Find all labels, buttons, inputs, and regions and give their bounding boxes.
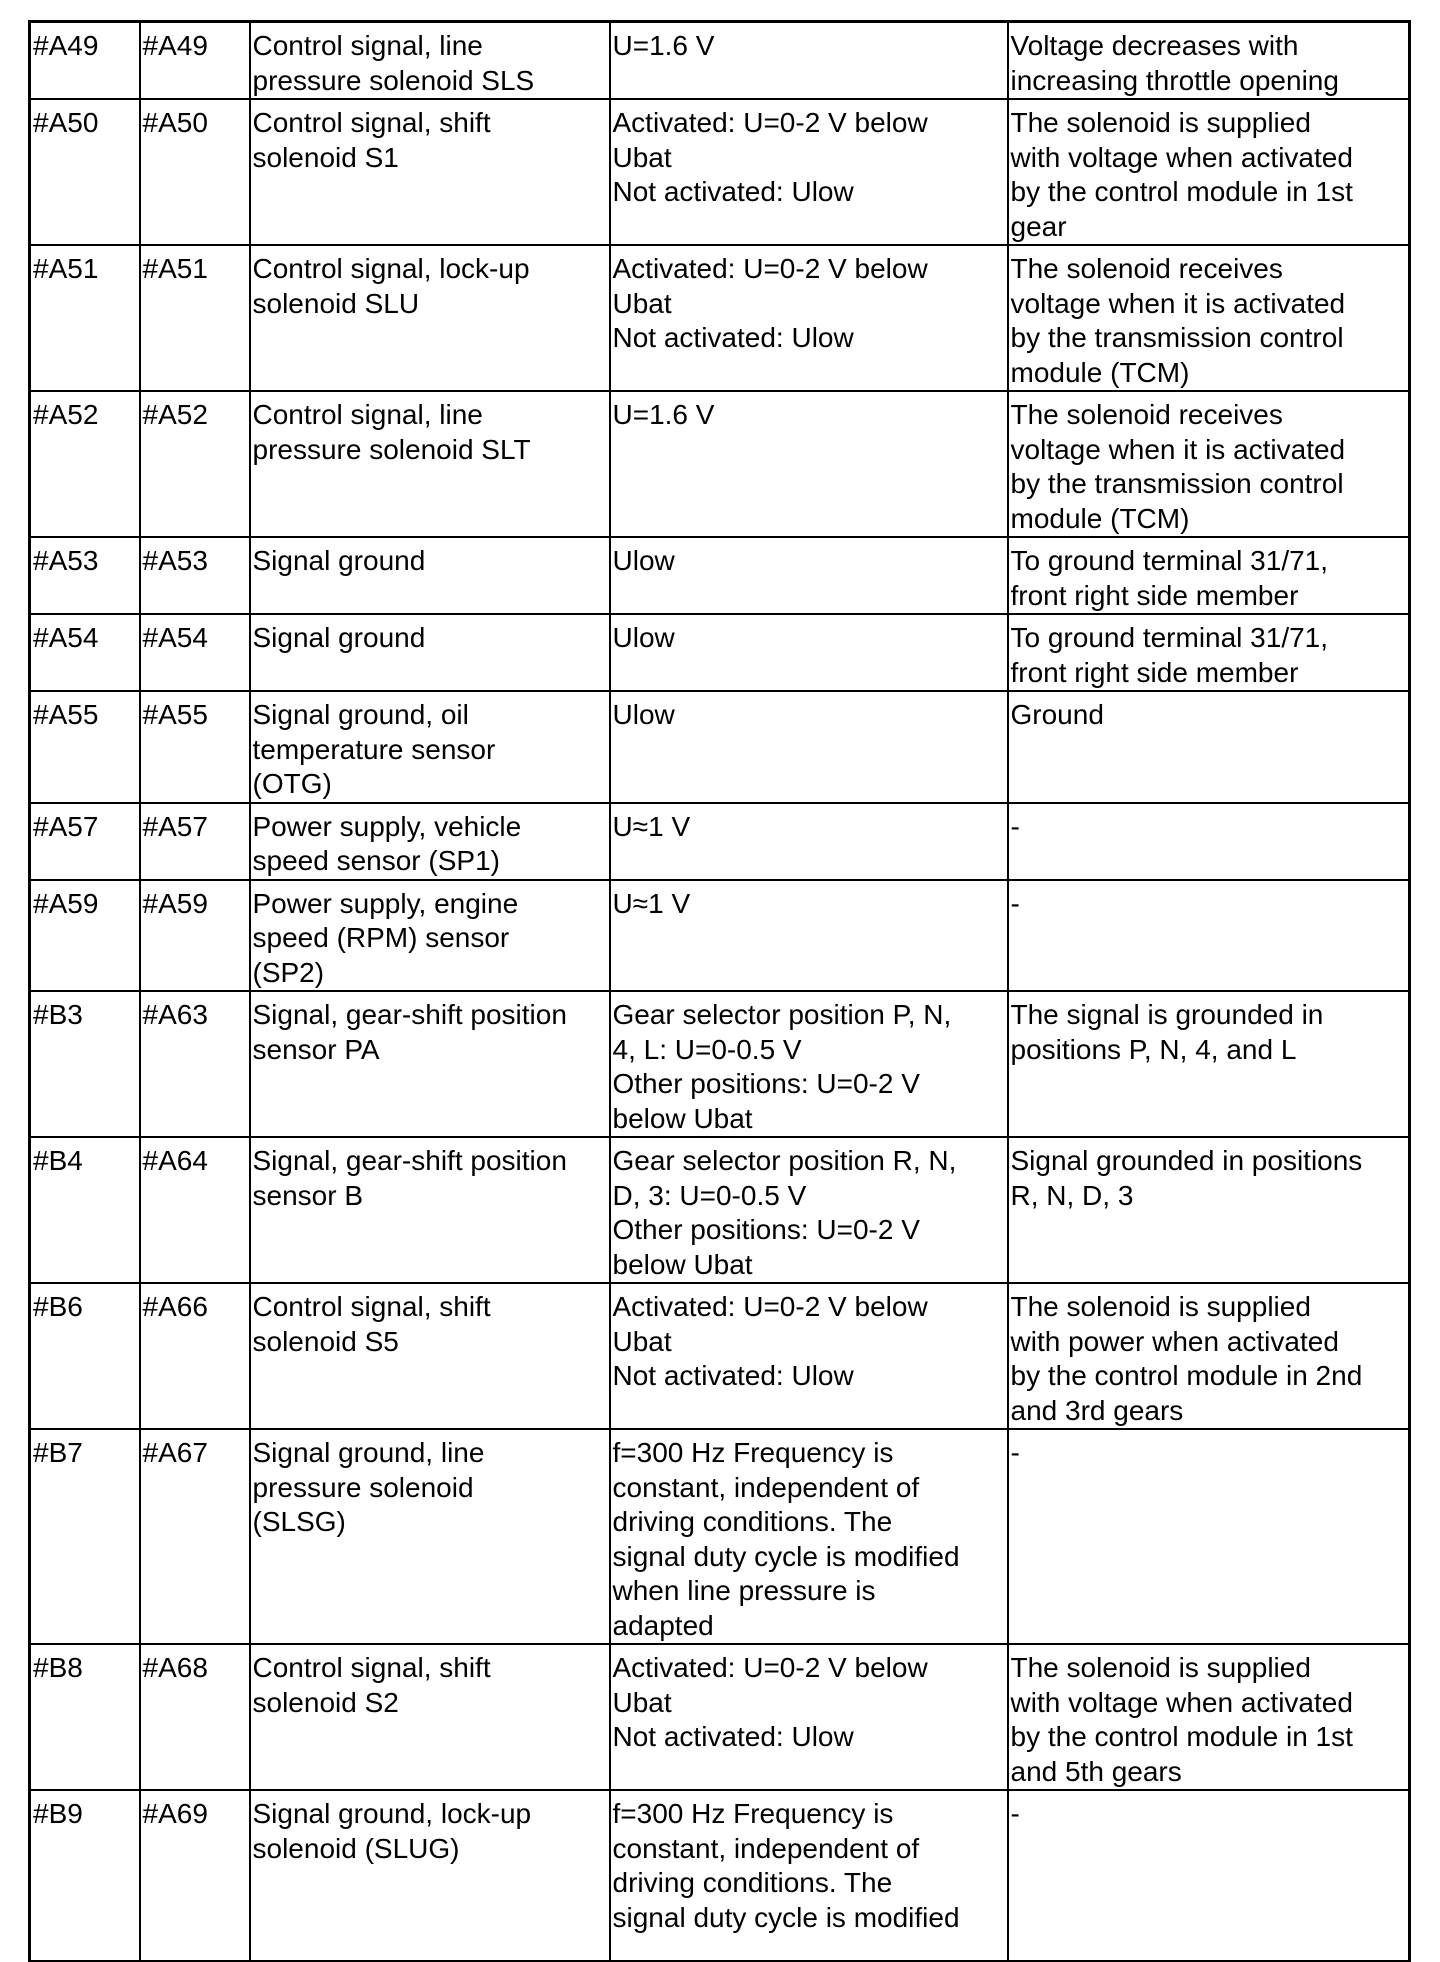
function-cell bbox=[250, 537, 610, 614]
function-line: Signal ground, line bbox=[252, 1437, 485, 1468]
function-line: Signal ground, lock-up bbox=[252, 1798, 532, 1829]
pin-cell bbox=[30, 99, 140, 245]
function-cell bbox=[250, 245, 610, 391]
value-line: Activated: U=0-2 V below bbox=[612, 1291, 928, 1322]
pin-text: #A57 bbox=[33, 810, 99, 842]
ref-cell bbox=[140, 1283, 250, 1429]
value-cell bbox=[610, 391, 1008, 537]
table-row bbox=[30, 22, 1410, 100]
comment-line: positions P, N, 4, and L bbox=[1010, 1033, 1297, 1065]
pin-text: #A53 bbox=[33, 545, 99, 576]
value-line: 4, L: U=0-0.5 V bbox=[612, 1033, 802, 1065]
function-line: Signal ground, oil bbox=[252, 699, 469, 730]
value-cell bbox=[610, 614, 1008, 691]
value-cell bbox=[610, 803, 1008, 880]
value-line: D, 3: U=0-0.5 V bbox=[612, 1179, 807, 1211]
table-row bbox=[30, 1137, 1410, 1283]
comment-line: The signal is grounded in bbox=[1010, 999, 1324, 1030]
table-row bbox=[30, 880, 1410, 992]
comment-line: with power when activated bbox=[1010, 1325, 1339, 1357]
value-line: below Ubat bbox=[612, 1248, 753, 1280]
pin-cell bbox=[30, 1429, 140, 1644]
table-row bbox=[30, 803, 1410, 880]
comment-line: by the control module in 1st bbox=[1010, 176, 1353, 207]
function-line: Signal, gear-shift position bbox=[252, 999, 567, 1030]
pin-text: #A51 bbox=[33, 253, 99, 284]
comment-line: R, N, D, 3 bbox=[1010, 1179, 1134, 1211]
comment-line: with voltage when activated bbox=[1010, 141, 1353, 173]
comment-line: module (TCM) bbox=[1010, 502, 1190, 534]
function-line: sensor B bbox=[252, 1179, 363, 1211]
pin-cell bbox=[30, 691, 140, 803]
ref-cell bbox=[140, 1137, 250, 1283]
function-line: Control signal, line bbox=[252, 399, 483, 430]
comment-line: Voltage decreases with bbox=[1010, 30, 1299, 61]
function-cell bbox=[250, 1137, 610, 1283]
value-line: driving conditions. The bbox=[612, 1506, 893, 1537]
comment-cell bbox=[1008, 391, 1410, 537]
ref-text: #A63 bbox=[142, 999, 208, 1030]
value-line: Not activated: Ulow bbox=[612, 1360, 854, 1391]
pin-text: #A55 bbox=[33, 699, 99, 730]
value-line: Gear selector position R, N, bbox=[612, 1145, 957, 1176]
table-row bbox=[30, 1283, 1410, 1429]
comment-cell bbox=[1008, 1429, 1410, 1644]
pin-text: #B4 bbox=[33, 1145, 83, 1176]
pin-text: #B7 bbox=[33, 1437, 83, 1468]
comment-line: by the transmission control bbox=[1010, 468, 1344, 499]
pin-cell bbox=[30, 1283, 140, 1429]
comment-cell bbox=[1008, 880, 1410, 992]
ref-text: #A69 bbox=[142, 1798, 208, 1829]
pin-cell bbox=[30, 991, 140, 1137]
ref-text: #A57 bbox=[142, 810, 208, 842]
function-line: Control signal, line bbox=[252, 30, 483, 61]
pin-text: #A50 bbox=[33, 107, 99, 138]
value-line: Not activated: Ulow bbox=[612, 1721, 854, 1752]
function-line: Signal, gear-shift position bbox=[252, 1145, 567, 1176]
value-cell bbox=[610, 1283, 1008, 1429]
value-line: Ulow bbox=[612, 622, 675, 653]
pin-text: #A54 bbox=[33, 622, 99, 653]
value-line: Other positions: U=0-2 V bbox=[612, 1068, 920, 1099]
value-line: Not activated: Ulow bbox=[612, 176, 854, 207]
function-line: Control signal, lock-up bbox=[252, 253, 530, 284]
comment-line: increasing throttle opening bbox=[1010, 64, 1339, 96]
function-line: Control signal, shift bbox=[252, 107, 491, 138]
value-line: Ubat bbox=[612, 141, 672, 173]
function-cell bbox=[250, 22, 610, 100]
function-line: Power supply, engine bbox=[252, 887, 519, 919]
value-line: Ulow bbox=[612, 699, 675, 730]
ref-text: #A49 bbox=[142, 30, 208, 61]
value-cell bbox=[610, 1137, 1008, 1283]
ref-text: #A52 bbox=[142, 399, 208, 430]
comment-line: The solenoid receives bbox=[1010, 253, 1283, 284]
pin-text: #A59 bbox=[33, 887, 99, 919]
function-line: speed sensor (SP1) bbox=[252, 845, 500, 876]
pin-cell bbox=[30, 1137, 140, 1283]
ref-text: #A67 bbox=[142, 1437, 208, 1468]
pin-cell bbox=[30, 1644, 140, 1790]
function-line: solenoid S1 bbox=[252, 141, 399, 173]
table-row bbox=[30, 99, 1410, 245]
ref-cell bbox=[140, 880, 250, 992]
function-cell bbox=[250, 1644, 610, 1790]
comment-cell bbox=[1008, 1283, 1410, 1429]
function-line: Control signal, shift bbox=[252, 1652, 491, 1683]
table-row bbox=[30, 1644, 1410, 1790]
value-line: Ubat bbox=[612, 1686, 672, 1718]
comment-cell bbox=[1008, 614, 1410, 691]
value-cell bbox=[610, 880, 1008, 992]
table-row bbox=[30, 691, 1410, 803]
value-line: Gear selector position P, N, bbox=[612, 999, 952, 1030]
comment-line: The solenoid is supplied bbox=[1010, 1652, 1311, 1683]
value-cell bbox=[610, 691, 1008, 803]
ref-cell bbox=[140, 537, 250, 614]
function-cell bbox=[250, 880, 610, 992]
comment-line: and 3rd gears bbox=[1010, 1394, 1184, 1426]
ref-text: #A51 bbox=[142, 253, 208, 284]
value-cell bbox=[610, 1790, 1008, 1961]
pin-cell bbox=[30, 614, 140, 691]
comment-cell bbox=[1008, 1137, 1410, 1283]
function-line: sensor PA bbox=[252, 1033, 380, 1065]
comment-line: with voltage when activated bbox=[1010, 1686, 1353, 1718]
function-cell bbox=[250, 614, 610, 691]
comment-cell bbox=[1008, 1644, 1410, 1790]
table-row bbox=[30, 1429, 1410, 1644]
function-cell bbox=[250, 1283, 610, 1429]
ref-cell bbox=[140, 391, 250, 537]
comment-line: voltage when it is activated bbox=[1010, 433, 1346, 465]
function-line: (SP2) bbox=[252, 956, 325, 988]
comment-line: module (TCM) bbox=[1010, 356, 1190, 388]
value-line: U=1.6 V bbox=[612, 30, 715, 61]
function-line: pressure solenoid SLT bbox=[252, 433, 531, 465]
function-line: pressure solenoid SLS bbox=[252, 64, 535, 96]
comment-line: Signal grounded in positions bbox=[1010, 1145, 1363, 1176]
function-line: solenoid S5 bbox=[252, 1325, 399, 1357]
function-line: solenoid (SLUG) bbox=[252, 1832, 460, 1864]
ref-text: #A53 bbox=[142, 545, 208, 576]
value-line: U=1.6 V bbox=[612, 399, 715, 430]
value-line: U≈1 V bbox=[612, 887, 691, 919]
ref-text: #A54 bbox=[142, 622, 208, 653]
value-line: Activated: U=0-2 V below bbox=[612, 107, 928, 138]
function-line: (OTG) bbox=[252, 768, 332, 799]
ref-text: #A59 bbox=[142, 887, 208, 919]
comment-line: To ground terminal 31/71, bbox=[1010, 622, 1329, 653]
table-row bbox=[30, 537, 1410, 614]
pin-text: #A49 bbox=[33, 30, 99, 61]
comment-line: The solenoid is supplied bbox=[1010, 107, 1311, 138]
value-line: driving conditions. The bbox=[612, 1867, 893, 1898]
comment-line: voltage when it is activated bbox=[1010, 287, 1346, 319]
function-line: speed (RPM) sensor bbox=[252, 922, 510, 953]
function-cell bbox=[250, 691, 610, 803]
comment-line: front right side member bbox=[1010, 579, 1299, 611]
function-line: (SLSG) bbox=[252, 1506, 346, 1537]
ref-cell bbox=[140, 691, 250, 803]
ref-cell bbox=[140, 991, 250, 1137]
comment-cell bbox=[1008, 1790, 1410, 1961]
comment-line: by the transmission control bbox=[1010, 322, 1344, 353]
ref-cell bbox=[140, 1790, 250, 1961]
function-line: solenoid S2 bbox=[252, 1686, 399, 1718]
value-cell bbox=[610, 1644, 1008, 1790]
function-line: Signal ground bbox=[252, 545, 426, 576]
value-line: signal duty cycle is modified bbox=[612, 1540, 960, 1572]
function-cell bbox=[250, 99, 610, 245]
comment-line: front right side member bbox=[1010, 656, 1299, 688]
ref-cell bbox=[140, 245, 250, 391]
comment-line: by the control module in 1st bbox=[1010, 1721, 1353, 1752]
comment-cell bbox=[1008, 22, 1410, 100]
pin-text: #B6 bbox=[33, 1291, 83, 1322]
function-line: pressure solenoid bbox=[252, 1471, 474, 1503]
comment-line: To ground terminal 31/71, bbox=[1010, 545, 1329, 576]
value-line: Ubat bbox=[612, 1325, 672, 1357]
comment-line: Ground bbox=[1010, 699, 1104, 730]
value-line: Ulow bbox=[612, 545, 675, 576]
value-line: f=300 Hz Frequency is bbox=[612, 1437, 894, 1468]
comment-cell bbox=[1008, 537, 1410, 614]
comment-cell bbox=[1008, 691, 1410, 803]
function-line: Signal ground bbox=[252, 622, 426, 653]
value-line: when line pressure is bbox=[612, 1575, 876, 1606]
ref-cell bbox=[140, 614, 250, 691]
function-line: temperature sensor bbox=[252, 733, 496, 765]
ref-text: #A68 bbox=[142, 1652, 208, 1683]
ref-text: #A50 bbox=[142, 107, 208, 138]
value-line: constant, independent of bbox=[612, 1832, 920, 1864]
value-cell bbox=[610, 991, 1008, 1137]
comment-line: The solenoid receives bbox=[1010, 399, 1283, 430]
ref-cell bbox=[140, 803, 250, 880]
function-cell bbox=[250, 1790, 610, 1961]
function-cell bbox=[250, 1429, 610, 1644]
pin-cell bbox=[30, 22, 140, 100]
comment-line: - bbox=[1010, 810, 1020, 842]
value-line: Activated: U=0-2 V below bbox=[612, 253, 928, 284]
comment-line: - bbox=[1010, 1437, 1020, 1468]
value-line: constant, independent of bbox=[612, 1471, 920, 1503]
pin-table bbox=[28, 20, 1411, 1962]
function-cell bbox=[250, 991, 610, 1137]
comment-cell bbox=[1008, 245, 1410, 391]
pin-cell bbox=[30, 245, 140, 391]
value-line: Not activated: Ulow bbox=[612, 322, 854, 353]
comment-line: by the control module in 2nd bbox=[1010, 1360, 1363, 1391]
value-line: below Ubat bbox=[612, 1102, 753, 1134]
value-line: Other positions: U=0-2 V bbox=[612, 1214, 920, 1245]
value-line: U≈1 V bbox=[612, 810, 691, 842]
table-row bbox=[30, 614, 1410, 691]
value-cell bbox=[610, 537, 1008, 614]
table-row bbox=[30, 391, 1410, 537]
pin-text: #B9 bbox=[33, 1798, 83, 1829]
ref-cell bbox=[140, 22, 250, 100]
table-row bbox=[30, 245, 1410, 391]
pin-cell bbox=[30, 803, 140, 880]
value-line: f=300 Hz Frequency is bbox=[612, 1798, 894, 1829]
comment-line: The solenoid is supplied bbox=[1010, 1291, 1311, 1322]
pin-cell bbox=[30, 537, 140, 614]
function-line: solenoid SLU bbox=[252, 287, 420, 319]
table-row bbox=[30, 991, 1410, 1137]
value-cell bbox=[610, 22, 1008, 100]
pin-text: #B8 bbox=[33, 1652, 83, 1683]
ref-text: #A55 bbox=[142, 699, 208, 730]
ref-cell bbox=[140, 99, 250, 245]
value-line: adapted bbox=[612, 1609, 714, 1641]
comment-line: - bbox=[1010, 1798, 1020, 1829]
value-line: Activated: U=0-2 V below bbox=[612, 1652, 928, 1683]
pin-cell bbox=[30, 391, 140, 537]
value-cell bbox=[610, 99, 1008, 245]
pin-cell bbox=[30, 880, 140, 992]
comment-cell bbox=[1008, 803, 1410, 880]
comment-line: and 5th gears bbox=[1010, 1755, 1182, 1787]
comment-line: gear bbox=[1010, 210, 1067, 242]
function-line: Control signal, shift bbox=[252, 1291, 491, 1322]
function-cell bbox=[250, 391, 610, 537]
pin-cell bbox=[30, 1790, 140, 1961]
comment-line: - bbox=[1010, 887, 1020, 919]
ref-text: #A66 bbox=[142, 1291, 208, 1322]
value-line: signal duty cycle is modified bbox=[612, 1901, 960, 1933]
value-cell bbox=[610, 245, 1008, 391]
table-row bbox=[30, 1790, 1410, 1961]
pin-text: #A52 bbox=[33, 399, 99, 430]
value-line: Ubat bbox=[612, 287, 672, 319]
function-line: Power supply, vehicle bbox=[252, 810, 522, 842]
pin-text: #B3 bbox=[33, 999, 83, 1030]
comment-cell bbox=[1008, 99, 1410, 245]
value-cell bbox=[610, 1429, 1008, 1644]
comment-cell bbox=[1008, 991, 1410, 1137]
ref-cell bbox=[140, 1429, 250, 1644]
pin-table-body bbox=[30, 22, 1410, 1962]
function-cell bbox=[250, 803, 610, 880]
ref-text: #A64 bbox=[142, 1145, 208, 1176]
ref-cell bbox=[140, 1644, 250, 1790]
